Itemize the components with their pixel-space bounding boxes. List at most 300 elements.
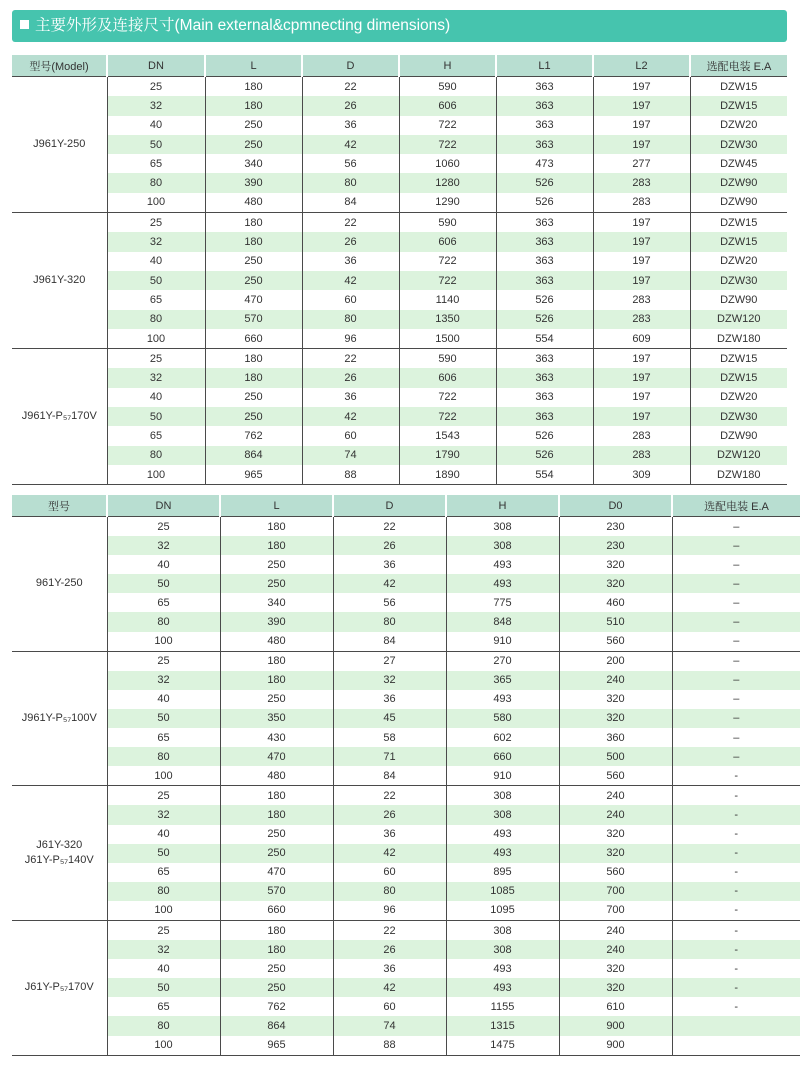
value-cell: 197 [593, 77, 690, 97]
value-cell: 308 [446, 805, 559, 824]
value-cell: DZW15 [690, 368, 787, 387]
value-cell: 180 [220, 940, 333, 959]
value-cell: – [672, 690, 800, 709]
value-cell: 42 [333, 574, 446, 593]
value-cell: 250 [220, 574, 333, 593]
value-cell: 32 [107, 368, 205, 387]
value-cell: 50 [107, 271, 205, 290]
value-cell: 1315 [446, 1016, 559, 1035]
table-row [12, 252, 787, 271]
value-cell: 100 [107, 766, 220, 786]
value-cell: 722 [399, 135, 496, 154]
value-cell: DZW15 [690, 349, 787, 369]
value-cell: 340 [220, 593, 333, 612]
column-header: 选配电装 E.A [672, 495, 800, 517]
table-row [12, 632, 800, 652]
value-cell: 40 [107, 690, 220, 709]
value-cell: 1140 [399, 290, 496, 309]
table-row [12, 388, 787, 407]
value-cell: 25 [107, 786, 220, 806]
value-cell: 180 [220, 671, 333, 690]
banner-title: 主要外形及连接尺寸(Main external&cpmnecting dimensions) [35, 17, 451, 34]
value-cell: 32 [107, 805, 220, 824]
value-cell: 180 [205, 213, 302, 233]
value-cell: 250 [220, 555, 333, 574]
table-row [12, 959, 800, 978]
value-cell: 230 [559, 536, 672, 555]
value-cell: 1085 [446, 882, 559, 901]
value-cell: 308 [446, 517, 559, 537]
value-cell: 270 [446, 651, 559, 671]
value-cell: 526 [496, 426, 593, 445]
value-cell: 510 [559, 612, 672, 631]
table-row [12, 940, 800, 959]
value-cell: 80 [107, 1016, 220, 1035]
table-row [12, 593, 800, 612]
value-cell: – [672, 536, 800, 555]
model-cell: J61Y-P₅₇170V [12, 920, 107, 1055]
value-cell: 100 [107, 1036, 220, 1056]
value-cell: – [672, 709, 800, 728]
table-row [12, 978, 800, 997]
value-cell: 283 [593, 310, 690, 329]
value-cell: 493 [446, 959, 559, 978]
value-cell: 58 [333, 728, 446, 747]
value-cell: 493 [446, 555, 559, 574]
value-cell: 250 [205, 271, 302, 290]
value-cell: 1790 [399, 446, 496, 465]
table-row [12, 193, 787, 213]
value-cell: 25 [107, 920, 220, 940]
value-cell: 180 [220, 536, 333, 555]
value-cell: 26 [302, 232, 399, 251]
value-cell: 25 [107, 77, 205, 97]
value-cell: 554 [496, 465, 593, 485]
table-row [12, 882, 800, 901]
value-cell: 864 [205, 446, 302, 465]
value-cell: 50 [107, 574, 220, 593]
value-cell: 363 [496, 232, 593, 251]
value-cell: 470 [220, 863, 333, 882]
value-cell: 32 [107, 232, 205, 251]
value-cell: 722 [399, 407, 496, 426]
value-cell: 606 [399, 232, 496, 251]
value-cell: – [672, 517, 800, 537]
value-cell: 180 [220, 786, 333, 806]
value-cell: 240 [559, 786, 672, 806]
value-cell: - [672, 978, 800, 997]
value-cell: 493 [446, 825, 559, 844]
table-row [12, 213, 787, 233]
column-header: DN [107, 495, 220, 517]
table-row [12, 290, 787, 309]
model-cell: J961Y-320 [12, 213, 107, 349]
value-cell: DZW90 [690, 173, 787, 192]
value-cell: 56 [302, 154, 399, 173]
value-cell: 363 [496, 96, 593, 115]
value-cell: 340 [205, 154, 302, 173]
value-cell: – [672, 593, 800, 612]
table-row [12, 271, 787, 290]
value-cell: 493 [446, 978, 559, 997]
value-cell: DZW120 [690, 310, 787, 329]
value-cell: 1095 [446, 901, 559, 921]
value-cell: 26 [333, 805, 446, 824]
value-cell: 590 [399, 349, 496, 369]
value-cell: 42 [302, 135, 399, 154]
value-cell: 180 [205, 232, 302, 251]
value-cell: 363 [496, 77, 593, 97]
value-cell: 80 [107, 446, 205, 465]
value-cell: 80 [107, 747, 220, 766]
value-cell: 308 [446, 920, 559, 940]
value-cell: 365 [446, 671, 559, 690]
model-cell: J961Y-P₅₇100V [12, 651, 107, 786]
value-cell: 1350 [399, 310, 496, 329]
value-cell: 65 [107, 997, 220, 1016]
value-cell: 84 [333, 632, 446, 652]
value-cell: 197 [593, 252, 690, 271]
value-cell: 363 [496, 271, 593, 290]
table-row [12, 517, 800, 537]
value-cell: 606 [399, 96, 496, 115]
value-cell: 363 [496, 388, 593, 407]
value-cell: - [672, 844, 800, 863]
value-cell: 560 [559, 766, 672, 786]
value-cell: – [672, 747, 800, 766]
value-cell: 360 [559, 728, 672, 747]
value-cell: 250 [220, 844, 333, 863]
section-banner [12, 10, 787, 42]
value-cell: 180 [205, 349, 302, 369]
value-cell: 42 [333, 844, 446, 863]
value-cell: 610 [559, 997, 672, 1016]
value-cell: 390 [205, 173, 302, 192]
value-cell: 570 [205, 310, 302, 329]
table-row [12, 651, 800, 671]
value-cell [672, 1036, 800, 1056]
value-cell: 363 [496, 213, 593, 233]
value-cell: 580 [446, 709, 559, 728]
column-header: D [333, 495, 446, 517]
value-cell: 460 [559, 593, 672, 612]
value-cell: 40 [107, 825, 220, 844]
value-cell: DZW20 [690, 388, 787, 407]
value-cell: 602 [446, 728, 559, 747]
value-cell: 84 [333, 766, 446, 786]
value-cell: DZW15 [690, 77, 787, 97]
value-cell: 309 [593, 465, 690, 485]
value-cell: 50 [107, 135, 205, 154]
value-cell: 197 [593, 135, 690, 154]
column-header: L [205, 55, 302, 77]
value-cell: 100 [107, 329, 205, 349]
value-cell: 480 [220, 632, 333, 652]
column-header: 型号 [12, 495, 107, 517]
value-cell: 22 [333, 920, 446, 940]
value-cell: 320 [559, 709, 672, 728]
value-cell: DZW90 [690, 193, 787, 213]
table-row [12, 154, 787, 173]
value-cell: 526 [496, 446, 593, 465]
value-cell: 197 [593, 96, 690, 115]
dimensions-table-1 [12, 55, 787, 485]
value-cell: 493 [446, 690, 559, 709]
table-row [12, 574, 800, 593]
value-cell: 660 [220, 901, 333, 921]
value-cell: 180 [220, 920, 333, 940]
value-cell: - [672, 997, 800, 1016]
column-header: 选配电装 E.A [690, 55, 787, 77]
value-cell: 80 [107, 612, 220, 631]
value-cell: 180 [205, 368, 302, 387]
value-cell: 762 [220, 997, 333, 1016]
value-cell: 1060 [399, 154, 496, 173]
value-cell: 320 [559, 825, 672, 844]
table-row [12, 786, 800, 806]
value-cell: 1280 [399, 173, 496, 192]
value-cell: 722 [399, 252, 496, 271]
value-cell: 1155 [446, 997, 559, 1016]
value-cell: 71 [333, 747, 446, 766]
value-cell: 308 [446, 786, 559, 806]
value-cell: 26 [302, 368, 399, 387]
value-cell: – [672, 555, 800, 574]
model-cell: 961Y-250 [12, 517, 107, 652]
column-header: D [302, 55, 399, 77]
value-cell: 100 [107, 465, 205, 485]
value-cell: 80 [333, 882, 446, 901]
value-cell: 25 [107, 213, 205, 233]
value-cell: 910 [446, 766, 559, 786]
value-cell: 363 [496, 116, 593, 135]
value-cell: 1475 [446, 1036, 559, 1056]
value-cell: 609 [593, 329, 690, 349]
value-cell: 250 [205, 116, 302, 135]
table-row [12, 310, 787, 329]
value-cell: 250 [220, 978, 333, 997]
value-cell: 74 [333, 1016, 446, 1035]
column-header: DN [107, 55, 205, 77]
table-row [12, 825, 800, 844]
value-cell: 32 [107, 671, 220, 690]
value-cell: 363 [496, 368, 593, 387]
value-cell: 40 [107, 959, 220, 978]
value-cell: 88 [333, 1036, 446, 1056]
value-cell: 60 [333, 997, 446, 1016]
value-cell: 65 [107, 426, 205, 445]
value-cell: DZW15 [690, 232, 787, 251]
value-cell: 320 [559, 574, 672, 593]
value-cell: DZW180 [690, 329, 787, 349]
value-cell [672, 1016, 800, 1035]
value-cell: - [672, 940, 800, 959]
value-cell: 606 [399, 368, 496, 387]
value-cell: 65 [107, 593, 220, 612]
value-cell: 56 [333, 593, 446, 612]
value-cell: 900 [559, 1036, 672, 1056]
value-cell: 283 [593, 173, 690, 192]
table-row [12, 997, 800, 1016]
value-cell: – [672, 632, 800, 652]
value-cell: 45 [333, 709, 446, 728]
table-row [12, 368, 787, 387]
value-cell: 36 [333, 825, 446, 844]
value-cell: 250 [220, 825, 333, 844]
value-cell: 363 [496, 407, 593, 426]
value-cell: 470 [220, 747, 333, 766]
value-cell: 590 [399, 77, 496, 97]
value-cell: 50 [107, 407, 205, 426]
table-row [12, 728, 800, 747]
table-row [12, 671, 800, 690]
value-cell: DZW15 [690, 213, 787, 233]
value-cell: - [672, 766, 800, 786]
value-cell: 308 [446, 940, 559, 959]
value-cell: 42 [302, 271, 399, 290]
value-cell: 910 [446, 632, 559, 652]
value-cell: 197 [593, 349, 690, 369]
value-cell: 36 [302, 388, 399, 407]
column-header: L1 [496, 55, 593, 77]
value-cell: 60 [302, 426, 399, 445]
value-cell: 96 [302, 329, 399, 349]
value-cell: 590 [399, 213, 496, 233]
value-cell: 660 [205, 329, 302, 349]
value-cell: 197 [593, 368, 690, 387]
value-cell: 36 [333, 690, 446, 709]
value-cell: 762 [205, 426, 302, 445]
value-cell: 493 [446, 844, 559, 863]
value-cell: 864 [220, 1016, 333, 1035]
value-cell: 65 [107, 863, 220, 882]
value-cell: - [672, 882, 800, 901]
table-row [12, 96, 787, 115]
value-cell: 197 [593, 271, 690, 290]
table-row [12, 805, 800, 824]
value-cell: 88 [302, 465, 399, 485]
value-cell: 700 [559, 901, 672, 921]
value-cell: 22 [302, 77, 399, 97]
value-cell: 80 [107, 310, 205, 329]
value-cell: 308 [446, 536, 559, 555]
value-cell: 197 [593, 388, 690, 407]
value-cell: 180 [205, 77, 302, 97]
table-row [12, 709, 800, 728]
table-row [12, 844, 800, 863]
value-cell: 32 [107, 536, 220, 555]
value-cell: 390 [220, 612, 333, 631]
value-cell: 283 [593, 290, 690, 309]
value-cell: 526 [496, 173, 593, 192]
value-cell: 320 [559, 690, 672, 709]
value-cell: 700 [559, 882, 672, 901]
value-cell: 25 [107, 517, 220, 537]
table-row [12, 747, 800, 766]
value-cell: 526 [496, 193, 593, 213]
value-cell: 473 [496, 154, 593, 173]
value-cell: 320 [559, 959, 672, 978]
value-cell: 22 [302, 349, 399, 369]
value-cell: 1290 [399, 193, 496, 213]
value-cell: DZW120 [690, 446, 787, 465]
value-cell: 1500 [399, 329, 496, 349]
value-cell: 180 [220, 651, 333, 671]
table-row [12, 555, 800, 574]
value-cell: 80 [107, 173, 205, 192]
value-cell: 526 [496, 290, 593, 309]
table-row [12, 465, 787, 485]
dimensions-table-2 [12, 495, 800, 1056]
square-bullet-icon [20, 20, 29, 29]
table-row [12, 863, 800, 882]
value-cell: – [672, 612, 800, 631]
value-cell: – [672, 651, 800, 671]
value-cell: 32 [107, 96, 205, 115]
value-cell: 40 [107, 252, 205, 271]
value-cell: 722 [399, 388, 496, 407]
value-cell: 560 [559, 632, 672, 652]
model-cell: J961Y-250 [12, 77, 107, 213]
value-cell: 197 [593, 407, 690, 426]
value-cell: 500 [559, 747, 672, 766]
value-cell: 100 [107, 632, 220, 652]
value-cell: 350 [220, 709, 333, 728]
value-cell: 363 [496, 349, 593, 369]
table-row [12, 901, 800, 921]
table-row [12, 1036, 800, 1056]
value-cell: 250 [205, 407, 302, 426]
value-cell: 80 [107, 882, 220, 901]
table-row [12, 77, 787, 97]
table-row [12, 446, 787, 465]
value-cell: 80 [302, 310, 399, 329]
value-cell: 848 [446, 612, 559, 631]
table-row [12, 135, 787, 154]
table-row [12, 116, 787, 135]
value-cell: 42 [302, 407, 399, 426]
value-cell: 84 [302, 193, 399, 213]
value-cell: 36 [333, 555, 446, 574]
value-cell: 1890 [399, 465, 496, 485]
value-cell: 27 [333, 651, 446, 671]
value-cell: 965 [205, 465, 302, 485]
value-cell: 40 [107, 116, 205, 135]
value-cell: DZW20 [690, 252, 787, 271]
table-row [12, 173, 787, 192]
value-cell: 1543 [399, 426, 496, 445]
column-header: L [220, 495, 333, 517]
value-cell: - [672, 863, 800, 882]
column-header: H [446, 495, 559, 517]
value-cell: 26 [333, 536, 446, 555]
value-cell: - [672, 825, 800, 844]
value-cell: - [672, 805, 800, 824]
model-cell: J61Y-320 J61Y-P₅₇140V [12, 786, 107, 921]
value-cell: 180 [205, 96, 302, 115]
value-cell: DZW30 [690, 271, 787, 290]
value-cell: 775 [446, 593, 559, 612]
value-cell: 240 [559, 940, 672, 959]
table-row [12, 536, 800, 555]
value-cell: DZW30 [690, 407, 787, 426]
value-cell: 965 [220, 1036, 333, 1056]
column-header: 型号(Model) [12, 55, 107, 77]
table-row [12, 766, 800, 786]
table-header-row [12, 55, 787, 77]
value-cell: 493 [446, 574, 559, 593]
value-cell: 65 [107, 728, 220, 747]
